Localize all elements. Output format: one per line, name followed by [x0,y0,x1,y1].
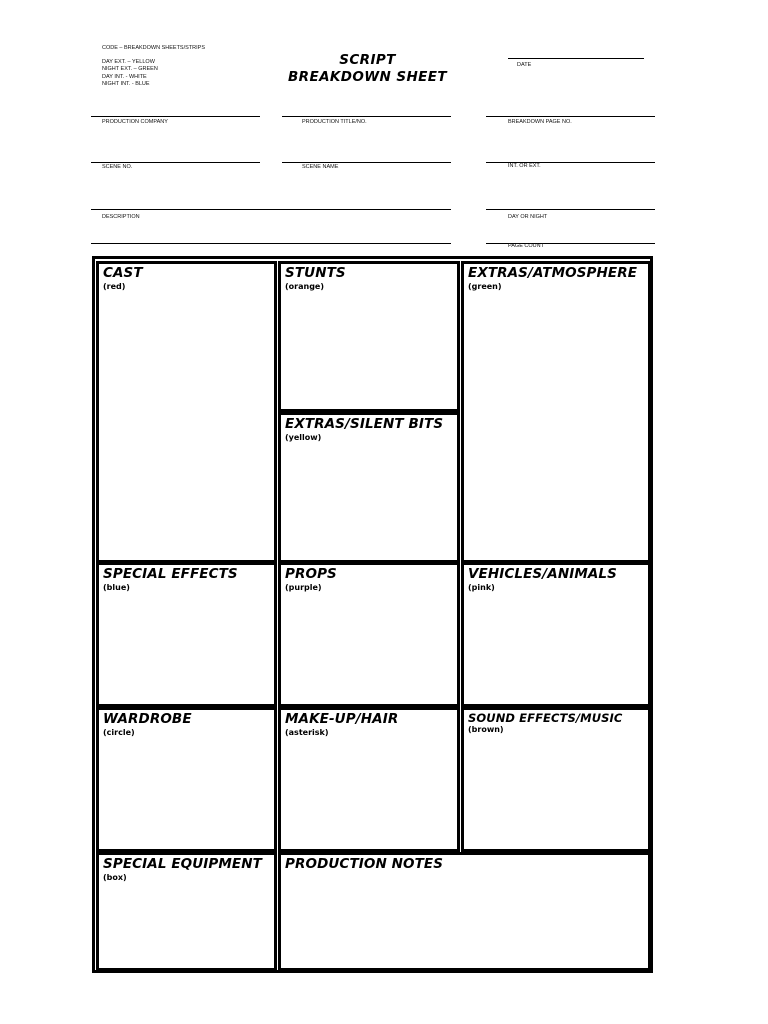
scene-no-label: SCENE NO. [102,164,133,170]
production-title-field[interactable] [282,116,451,117]
int-ext-label: INT. OR EXT. [508,163,541,169]
wardrobe-code: (circle) [103,728,135,737]
props-box[interactable] [278,562,460,707]
date-label: DATE [517,62,532,68]
description-label: DESCRIPTION [102,214,140,220]
special-effects-code: (blue) [103,583,130,592]
special-effects-title: SPECIAL EFFECTS [103,566,238,582]
production-company-field[interactable] [91,116,260,117]
wardrobe-title: WARDROBE [103,711,192,727]
make-up-hair-box[interactable] [278,707,460,852]
stunts-code: (orange) [285,282,324,291]
extras-silent-bits-code: (yellow) [285,433,322,442]
props-title: PROPS [285,566,337,582]
cast-box[interactable] [96,261,277,563]
description-field-bottom[interactable] [91,243,451,244]
sound-effects-music-code: (brown) [468,725,504,734]
production-company-label: PRODUCTION COMPANY [102,119,168,125]
production-notes-box[interactable] [278,852,651,971]
extras-silent-bits-box[interactable] [278,412,460,563]
extras-atmosphere-box[interactable] [461,261,651,563]
extras-silent-bits-title: EXTRAS/SILENT BITS [285,416,444,432]
day-night-label: DAY OR NIGHT [508,214,548,220]
sound-effects-music-box[interactable] [461,707,651,852]
code-day-int: DAY INT. - WHITE [102,73,147,80]
make-up-hair-title: MAKE-UP/HAIR [285,711,399,727]
scene-no-field[interactable] [91,162,260,163]
make-up-hair-code: (asterisk) [285,728,329,737]
day-night-field[interactable] [486,209,655,210]
page-count-label: PAGE COUNT [508,243,544,249]
cast-code: (red) [103,282,126,291]
stunts-box[interactable] [278,261,460,412]
wardrobe-box[interactable] [96,707,277,852]
vehicles-animals-code: (pink) [468,583,495,592]
extras-atmosphere-title: EXTRAS/ATMOSPHERE [468,265,638,281]
code-day-ext: DAY EXT. – YELLOW [102,59,155,66]
page-title [270,52,465,86]
title-line-2: BREAKDOWN SHEET [287,69,448,85]
scene-name-field[interactable] [282,162,451,163]
cast-title: CAST [103,265,143,281]
date-field[interactable] [508,58,644,59]
scene-name-label: SCENE NAME [302,164,339,170]
code-legend-title: CODE – BREAKDOWN SHEETS/STRIPS [102,45,205,51]
title-line-1: SCRIPT [339,52,396,68]
special-equipment-box[interactable] [96,852,277,971]
breakdown-page-label: BREAKDOWN PAGE NO. [508,119,572,125]
description-field-top[interactable] [91,209,451,210]
production-notes-title: PRODUCTION NOTES [285,856,444,872]
vehicles-animals-title: VEHICLES/ANIMALS [468,566,617,582]
vehicles-animals-box[interactable] [461,562,651,707]
code-night-int: NIGHT INT. - BLUE [102,80,150,87]
code-night-ext: NIGHT EXT. – GREEN [102,66,158,73]
extras-atmosphere-code: (green) [468,282,502,291]
special-equipment-title: SPECIAL EQUIPMENT [103,856,262,872]
special-equipment-code: (box) [103,873,127,882]
sound-effects-music-title: SOUND EFFECTS/MUSIC [468,711,623,725]
breakdown-page-field[interactable] [486,116,655,117]
props-code: (purple) [285,583,322,592]
special-effects-box[interactable] [96,562,277,707]
code-legend [102,45,205,88]
stunts-title: STUNTS [285,265,346,281]
production-title-label: PRODUCTION TITLE/NO. [302,119,367,125]
